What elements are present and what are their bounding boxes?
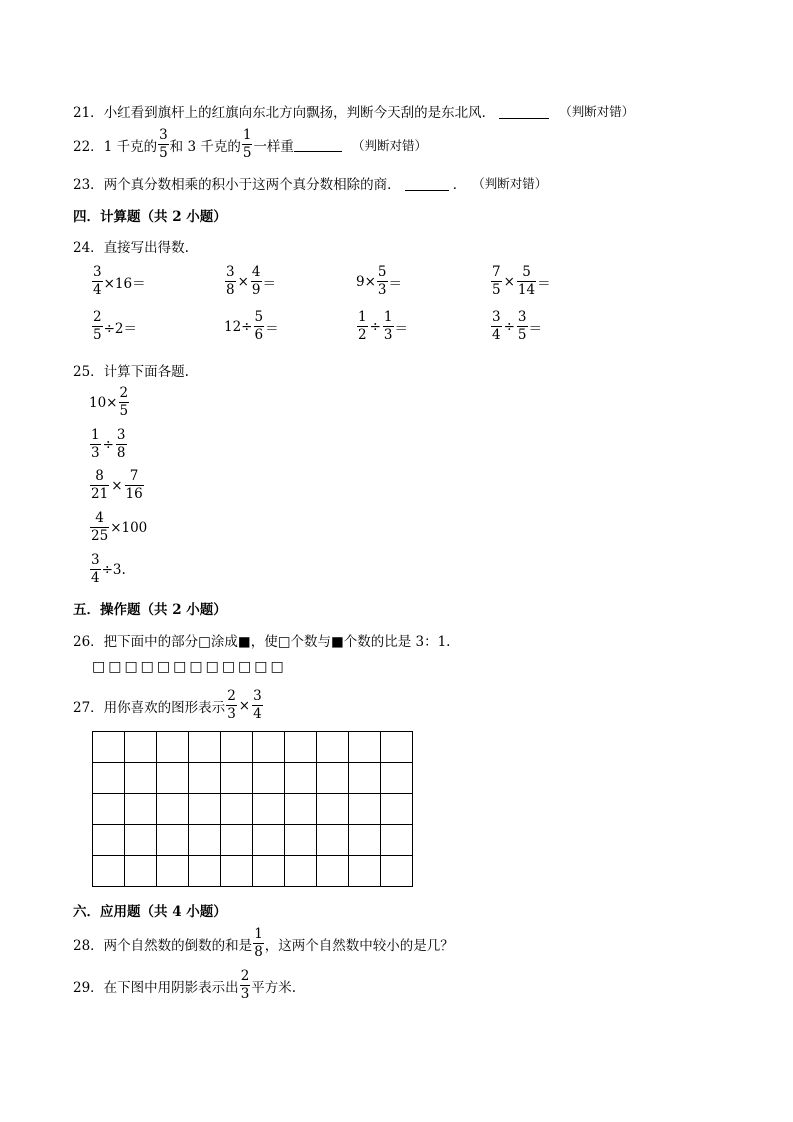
grid-cell[interactable] — [381, 856, 413, 887]
question-27: 27．用你喜欢的图形表示 $\frac{2}{3}$ × $\frac{3}{4}$ — [73, 688, 262, 722]
fraction: $\frac{2}{3}$ — [240, 968, 250, 1002]
calc-item: 10× $\frac{2}{5}$ — [89, 385, 129, 419]
grid-cell[interactable] — [253, 794, 285, 825]
grid-cell[interactable] — [349, 856, 381, 887]
grid-cell[interactable] — [125, 825, 157, 856]
question-text: 27．用你喜欢的图形表示 — [73, 699, 226, 716]
calc-item: 12÷ $\frac{5}{6}$ ＝ — [224, 309, 279, 343]
question-text: 平方米. — [251, 979, 297, 996]
grid-cell[interactable] — [285, 794, 317, 825]
question-29 — [73, 970, 296, 1001]
grid-cell[interactable] — [125, 794, 157, 825]
grid-cell[interactable] — [189, 763, 221, 794]
fraction: $\frac{5}{14}$ — [517, 264, 536, 298]
fraction: $\frac{5}{6}$ — [254, 309, 264, 343]
grid-cell[interactable] — [349, 732, 381, 763]
question-text: 1 千克的 — [103, 138, 158, 155]
question-text: 28．两个自然数的倒数的和是 — [73, 937, 253, 954]
grid-cell[interactable] — [93, 856, 125, 887]
grid-cell[interactable] — [253, 825, 285, 856]
grid-cell[interactable] — [317, 825, 349, 856]
calc-item: 9× $\frac{5}{3}$ ＝ — [356, 264, 402, 298]
grid-cell[interactable] — [349, 825, 381, 856]
fraction: $\frac{3}{5}$ — [517, 309, 527, 343]
fraction: $\frac{8}{21}$ — [91, 468, 109, 502]
answer-blank[interactable] — [499, 104, 549, 119]
calc-item: $\frac{1}{3}$ ÷ $\frac{3}{8}$ — [91, 427, 126, 461]
fraction: $\frac{1}{5}$ — [242, 127, 252, 161]
judge-hint: （判断对错） — [472, 176, 548, 191]
answer-blank[interactable] — [294, 137, 342, 152]
q24-row-1 — [91, 266, 731, 306]
q24-row-2 — [91, 311, 731, 351]
question-28 — [73, 928, 454, 959]
judge-hint: （判断对错） — [559, 104, 635, 119]
question-text: 小红看到旗杆上的红旗向东北方向飘扬，判断今天刮的是东北风． — [103, 105, 496, 121]
grid-cell[interactable] — [317, 763, 349, 794]
calc-item: $\frac{7}{5}$ × $\frac{5}{14}$ ＝ — [492, 264, 551, 298]
question-text: 和 3 千克的 — [169, 138, 241, 155]
fraction: $\frac{1}{3}$ — [91, 427, 100, 461]
calc-item: $\frac{3}{4}$ ÷3. — [91, 552, 126, 586]
grid-cell[interactable] — [157, 732, 189, 763]
grid-cell[interactable] — [285, 856, 317, 887]
question-text: 一样重 — [253, 138, 294, 155]
fraction: $\frac{2}{5}$ — [119, 385, 129, 419]
fraction: $\frac{4}{9}$ — [251, 264, 261, 298]
grid-cell[interactable] — [93, 763, 125, 794]
grid-cell[interactable] — [221, 763, 253, 794]
grid-cell[interactable] — [93, 732, 125, 763]
square-row[interactable]: □□□□□□□□□□□□ — [92, 659, 287, 675]
grid-cell[interactable] — [125, 732, 157, 763]
section-heading-5: 五．操作题（共 2 小题） — [73, 602, 227, 618]
fraction: $\frac{3}{4}$ — [492, 309, 501, 343]
drawing-grid[interactable] — [92, 731, 413, 887]
question-number: 23． — [73, 177, 104, 193]
grid-cell[interactable] — [93, 794, 125, 825]
grid-cell[interactable] — [93, 825, 125, 856]
fraction: $\frac{5}{3}$ — [377, 264, 387, 298]
question-text: ，这两个自然数中较小的是几？ — [264, 937, 454, 954]
question-22 — [73, 129, 427, 160]
calc-item: $\frac{4}{25}$ ×100 — [91, 510, 148, 544]
grid-cell[interactable] — [221, 856, 253, 887]
grid-cell[interactable] — [381, 794, 413, 825]
grid-cell[interactable] — [317, 794, 349, 825]
fraction: $\frac{2}{3}$ — [227, 688, 236, 722]
grid-cell[interactable] — [221, 732, 253, 763]
question-number: 22． — [73, 138, 104, 155]
fraction: $\frac{3}{4}$ — [93, 264, 102, 298]
grid-cell[interactable] — [157, 856, 189, 887]
calc-item: $\frac{3}{4}$ ÷ $\frac{3}{5}$ ＝ — [492, 309, 542, 343]
fraction: $\frac{3}{8}$ — [116, 427, 126, 461]
section-heading-4: 四．计算题（共 2 小题） — [73, 209, 227, 225]
grid-row — [93, 794, 413, 825]
grid-cell[interactable] — [349, 763, 381, 794]
grid-cell[interactable] — [285, 825, 317, 856]
question-text: 两个真分数相乘的积小于这两个真分数相除的商． — [103, 177, 401, 193]
grid-cell[interactable] — [349, 794, 381, 825]
calc-item: $\frac{8}{21}$ × $\frac{7}{16}$ — [91, 468, 143, 502]
question-text: 29．在下图中用阴影表示出 — [73, 979, 239, 996]
fraction: $\frac{3}{4}$ — [253, 688, 262, 722]
fraction: $\frac{1}{8}$ — [254, 926, 263, 960]
question-26: 26．把下面中的部分□涂成■，使□个数与■个数的比是 3：1. — [73, 634, 451, 650]
grid-cell[interactable] — [125, 856, 157, 887]
grid-cell[interactable] — [285, 763, 317, 794]
grid-row — [93, 732, 413, 763]
grid-row — [93, 856, 413, 887]
answer-blank[interactable] — [405, 176, 449, 191]
grid-cell[interactable] — [317, 732, 349, 763]
fraction: $\frac{3}{4}$ — [91, 552, 100, 586]
fraction: $\frac{1}{2}$ — [358, 309, 367, 343]
question-25-title: 25．计算下面各题. — [73, 364, 189, 380]
question-text: ． — [452, 177, 467, 193]
grid-cell[interactable] — [157, 825, 189, 856]
fraction: $\frac{3}{5}$ — [159, 127, 168, 161]
fraction: $\frac{7}{16}$ — [125, 468, 143, 502]
fraction: $\frac{7}{5}$ — [492, 264, 501, 298]
calc-item: $\frac{2}{5}$ ÷2＝ — [93, 309, 137, 343]
question-23 — [73, 173, 547, 193]
grid-cell[interactable] — [381, 763, 413, 794]
grid-cell[interactable] — [253, 732, 285, 763]
grid-cell[interactable] — [189, 732, 221, 763]
grid-cell[interactable] — [221, 825, 253, 856]
question-21 — [73, 101, 634, 121]
fraction: $\frac{4}{25}$ — [91, 510, 109, 544]
grid-row — [93, 825, 413, 856]
grid-cell[interactable] — [157, 763, 189, 794]
fraction: $\frac{3}{8}$ — [226, 264, 235, 298]
judge-hint: （判断对错） — [351, 137, 427, 153]
grid-cell[interactable] — [317, 856, 349, 887]
section-heading-6: 六．应用题（共 4 小题） — [73, 904, 227, 920]
calc-item: $\frac{3}{4}$ ×16＝ — [93, 264, 146, 298]
grid-row — [93, 763, 413, 794]
grid-cell[interactable] — [189, 794, 221, 825]
grid-cell[interactable] — [381, 732, 413, 763]
grid-cell[interactable] — [253, 763, 285, 794]
calc-item: $\frac{1}{2}$ ÷ $\frac{1}{3}$ ＝ — [358, 309, 408, 343]
fraction: $\frac{2}{5}$ — [93, 309, 102, 343]
grid-cell[interactable] — [125, 763, 157, 794]
grid-cell[interactable] — [157, 794, 189, 825]
question-24-title: 24．直接写出得数. — [73, 240, 189, 256]
grid-cell[interactable] — [285, 732, 317, 763]
grid-cell[interactable] — [221, 794, 253, 825]
grid-cell[interactable] — [381, 825, 413, 856]
grid-cell[interactable] — [189, 825, 221, 856]
grid-cell[interactable] — [189, 856, 221, 887]
question-number: 21． — [73, 105, 104, 121]
calc-item: $\frac{3}{8}$ × $\frac{4}{9}$ ＝ — [226, 264, 276, 298]
grid-cell[interactable] — [253, 856, 285, 887]
fraction: $\frac{1}{3}$ — [383, 309, 393, 343]
